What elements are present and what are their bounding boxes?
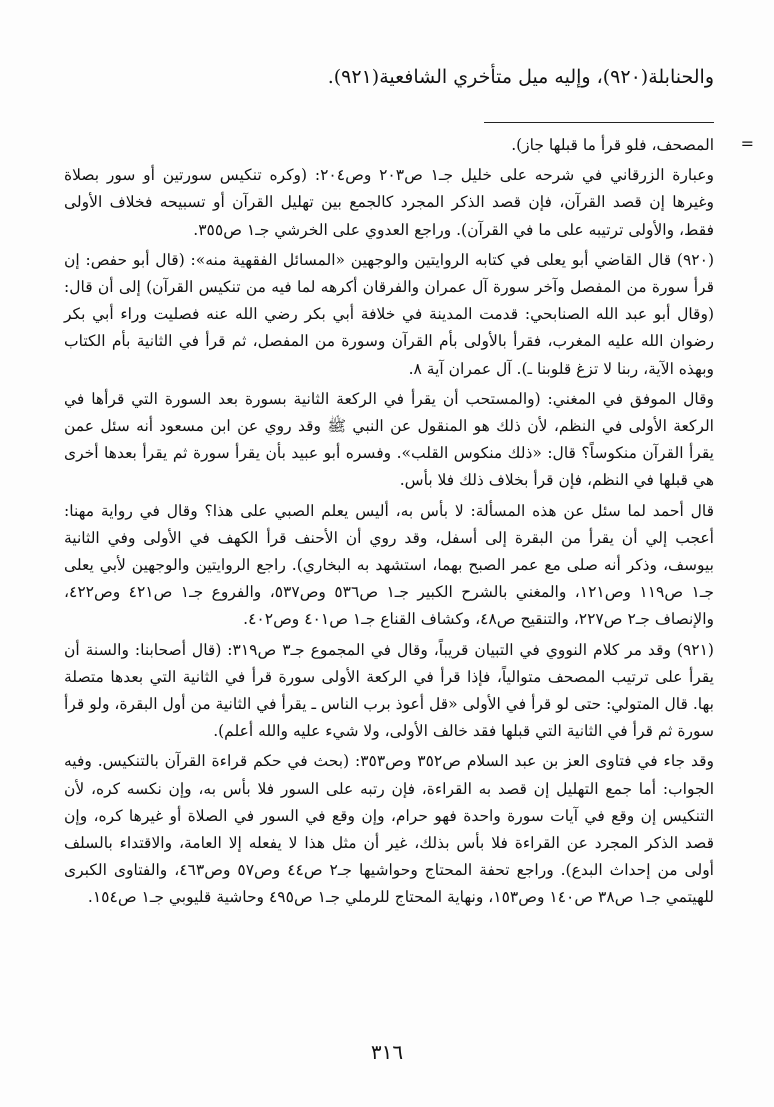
continuation-mark: = (740, 134, 754, 153)
footnote-920: (٩٢٠) قال القاضي أبو يعلى في كتابه الروايتين والوجهين «المسائل الفقهية منه»: (قال أبو حفص: إن قرأ سورة من المفصل وآخر سورة آل عمران والفرقان أكرهه لما فيه من تنكيس القرآن) إلى أن قال: (وقال أبو عبد الله الصنابحي: قدمت المدينة في خلافة أبي بكر رضي الله عنه فصليت وراء أبي بكر رضوان الله عليه المغرب، فقرأ بالأولى بأم القرآن وسورة من المفصل، ثم قرأ في الثانية بأم الكتاب وبهذه الآية، ربنا لا تزغ قلوبنا ـ). آل عمران آية ٨. (64, 250, 714, 378)
footnote-paragraph: وقد جاء في فتاوى العز بن عبد السلام ص٣٥٢ وص٣٥٣: (بحث في حكم قراءة القرآن بالتنكيس. وفيه الجواب: أما جمع التهليل إن قصد به القراءة، فإن رتبه على السور فلا بأس به، وإن نكسه كره، لأن التنكيس إن وقع في آيات سورة واحدة فهو حرام، وإن وقع في السور في الصلاة أو غيرها كره، وإن قصد الذكر المجرد عن القراءة فلا بأس بذلك، غير أن مثل هذا لا يفعله إلا العامة، والاقتداء بالسلف أولى من إحداث البدع). وراجع تحفة المحتاج وحواشيها جـ٢ ص٤٤ وص٥٧ وص٤٦٣، والفتاوى الكبرى للهيتمي جـ١ ص٣٨ ص١٤٠ وص١٥٣، ونهاية المحتاج للرملي جـ١ ص٤٩٥ وحاشية قليوبي جـ١ ص١٥٤. (64, 752, 715, 907)
footnote-paragraph: وقال الموفق في المغني: (والمستحب أن يقرأ في الركعة الثانية بسورة بعد السورة التي قرأها في الركعة الأولى في النظم، لأن ذلك هو المنقول عن النبي ﷺ وقد روي عن ابن مسعود أنه سئل عمن يقرأ القرآن منكوساً؟ قال: «ذلك منكوس القلب». وفسره أبو عبيد بأن يقرأ سورة ثم يقرأ بعدها أخرى هي قبلها في النظم، فإن قرأ بخلاف ذلك فلا بأس. (64, 389, 714, 490)
page-number: ٣١٦ (370, 1040, 404, 1064)
main-text: والحنابلة(٩٢٠)، وإليه ميل متأخري الشافعية(٩٢١). (327, 66, 714, 88)
footnote-paragraph: قال أحمد لما سئل عن هذه المسألة: لا بأس به، أليس يعلم الصبي على هذا؟ وقال في رواية مهنا: أعجب إلي أن يقرأ من البقرة إلى أسفل، وقد روي أن الأحنف قرأ الكهف في الأولى وفي الثانية بيوسف، وذكر أنه صلى مع عمر الصبح بهما، استشهد به البخاري). راجع الروايتين والوجهين لأبي يعلى جـ١ ص١١٩ وص١٢١، والمغني بالشرح الكبير جـ١ ص٥٣٦ وص٥٣٧، والفروع جـ١ ص٤٢١ وص٤٢٢، والإنصاف جـ٢ ص٢٢٧، والتنقيح ص٤٨، وكشاف القناع جـ١ ص٤٠١ وص٤٠٢. (64, 501, 714, 629)
footnote-paragraph: وعبارة الزرقاني في شرحه على خليل جـ١ ص٢٠٣ وص٢٠٤: (وكره تنكيس سورتين أو سور بصلاة وغيرها إن قصد القرآن، فإن قصد الذكر المجرد كالجمع بين تهليل القرآن أو تسبيحه فخلاف الأولى فقط، والأولى ترتيبه على ما في القرآن). وراجع العدوي على الخرشي جـ١ ص٣٥٥. (64, 166, 715, 239)
footnotes (64, 132, 714, 915)
footnote-separator (484, 122, 714, 123)
footnote-921: (٩٢١) وقد مر كلام النووي في التبيان قريباً، وقال في المجموع جـ٣ ص٣١٩: (قال أصحابنا: والسنة أن يقرأ على ترتيب المصحف متوالياً، فإذا قرأ في الركعة الأولى سورة قرأ في الثانية التي بعدها متصلة بها. قال المتولي: حتى لو قرأ في الأولى «قل أعوذ برب الناس ـ يقرأ في الثانية من أول البقرة، ولو قرأ سورة ثم قرأ في الثانية التي قبلها فقد خالف الأولى، ولا شيء عليه والله أعلم). (64, 640, 714, 741)
footnote-paragraph: المصحف، فلو قرأ ما قبلها جاز). (511, 136, 714, 154)
